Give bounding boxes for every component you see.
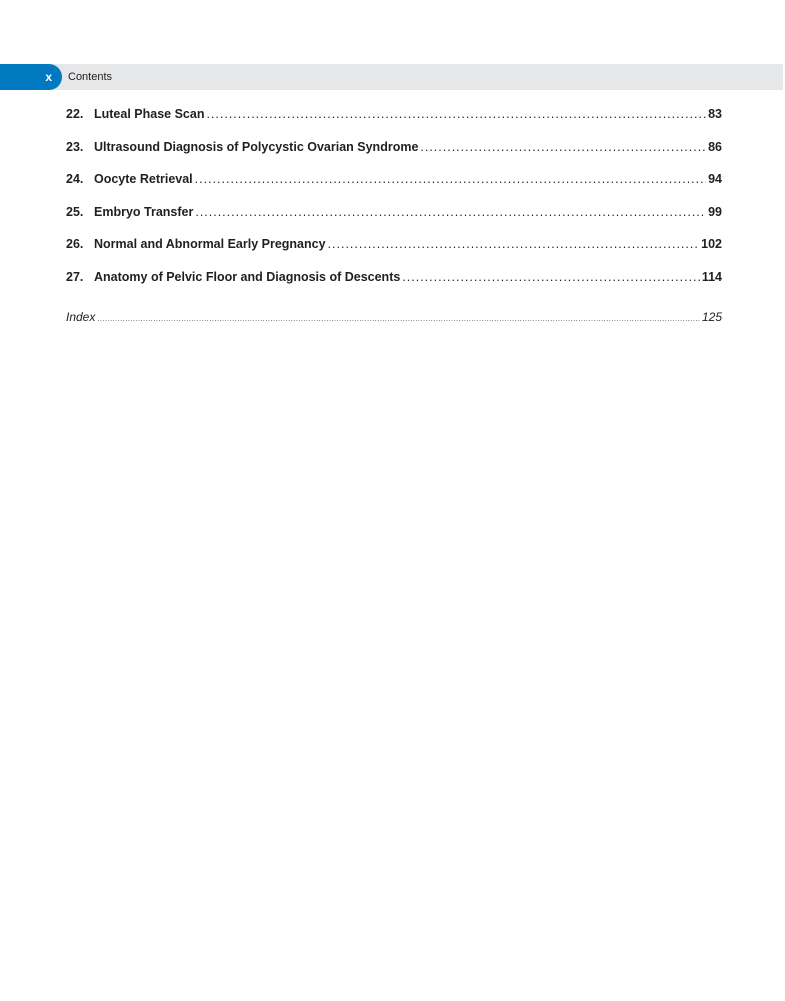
toc-entry-title: Ultrasound Diagnosis of Polycystic Ovarian Syndrome — [94, 139, 419, 154]
running-head: Contents — [68, 71, 113, 83]
toc-entry-22[interactable] — [66, 107, 722, 140]
toc-entry-23[interactable] — [66, 140, 722, 173]
toc-entry-page: 99 — [708, 204, 722, 219]
toc-entry-title: Oocyte Retrieval — [94, 172, 193, 186]
toc-entry-number: 25. — [66, 204, 84, 219]
page-number-tab — [0, 64, 62, 90]
toc-entry-number: 24. — [66, 172, 84, 186]
dot-leader — [402, 270, 700, 284]
index-label: Index — [66, 310, 96, 324]
dot-leader — [97, 316, 700, 323]
dot-leader — [420, 140, 706, 154]
toc-entry-number: 23. — [66, 139, 84, 154]
toc-entry-26[interactable] — [66, 237, 722, 270]
toc-entry-page: 114 — [701, 269, 722, 284]
toc-entry-title: Anatomy of Pelvic Floor and Diagnosis of Descents — [94, 269, 401, 284]
toc-entry-27[interactable] — [66, 270, 722, 303]
table-of-contents — [66, 107, 722, 324]
toc-entry-title: Normal and Abnormal Early Pregnancy — [94, 237, 326, 251]
toc-entry-number: 26. — [66, 237, 84, 251]
toc-entry-25[interactable] — [66, 205, 722, 238]
toc-entry-page: 94 — [708, 172, 722, 186]
toc-entry-index[interactable] — [66, 310, 722, 324]
dot-leader — [328, 237, 700, 251]
dot-leader — [195, 205, 706, 219]
toc-entry-page: 102 — [701, 237, 722, 251]
dot-leader — [206, 107, 706, 121]
toc-entry-page: 83 — [708, 107, 722, 121]
index-page: 125 — [701, 310, 722, 324]
page-number: x — [45, 70, 52, 84]
toc-entry-number: 27. — [66, 269, 84, 284]
toc-entry-page: 86 — [708, 139, 722, 154]
toc-entry-title: Luteal Phase Scan — [94, 107, 205, 121]
header-band — [0, 64, 783, 90]
toc-entry-number: 22. — [66, 107, 84, 121]
toc-entry-24[interactable] — [66, 172, 722, 205]
dot-leader — [195, 172, 706, 186]
toc-entry-title: Embryo Transfer — [94, 204, 194, 219]
